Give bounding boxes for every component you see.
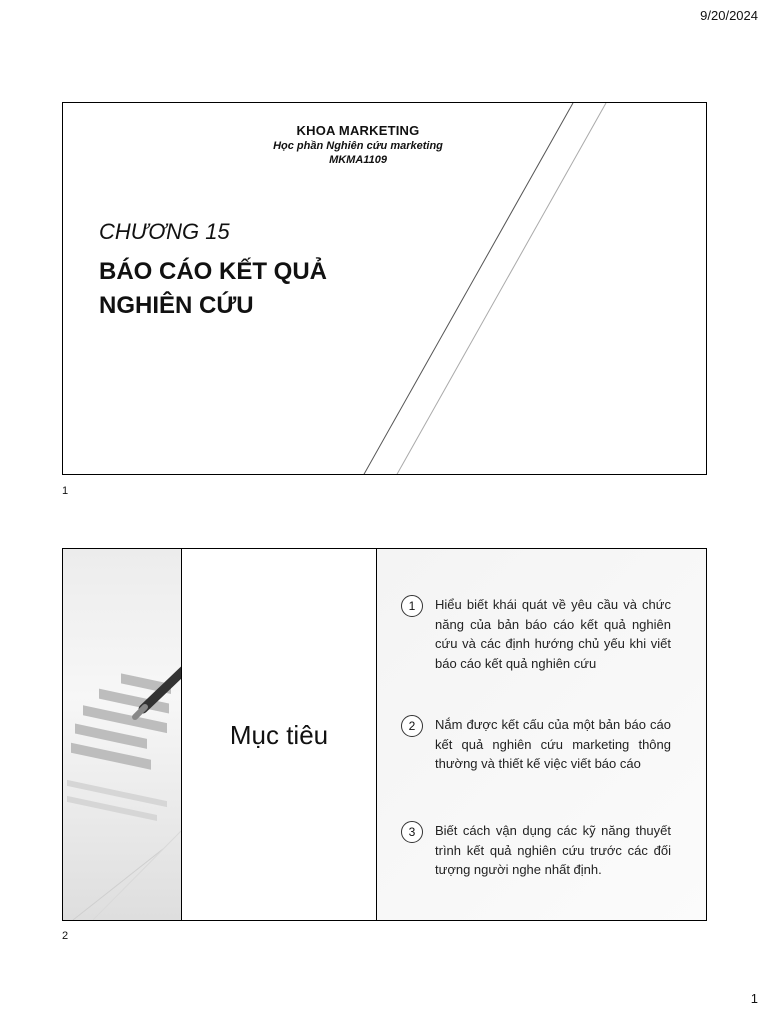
chapter-title-line-1: BÁO CÁO KẾT QUẢ xyxy=(99,258,327,285)
slide-2 xyxy=(62,548,707,921)
objective-number: 3 xyxy=(401,821,423,843)
objective-number: 2 xyxy=(401,715,423,737)
objective-text: Biết cách vận dụng các kỹ năng thuyết trình kết quả nghiên cứu trước các đối tượng người nghe nhất định. xyxy=(435,823,671,877)
chart-pen-image xyxy=(63,549,183,920)
objective-text: Nắm được kết cấu của một bản báo cáo kết quả nghiên cứu marketing thông thường và thiết kế việc viết báo cáo xyxy=(435,717,671,771)
chapter-title xyxy=(99,255,327,323)
page-number: 1 xyxy=(750,991,758,1006)
chapter-label: CHƯƠNG 15 xyxy=(99,219,230,244)
slide-1 xyxy=(62,102,707,475)
objective-number: 1 xyxy=(401,595,423,617)
chapter-title-line-2: NGHIÊN CỨU xyxy=(99,292,254,319)
slide-1-header xyxy=(63,123,653,166)
objective-text: Hiểu biết khái quát về yêu cầu và chức năng của bản báo cáo kết quả nghiên cứu và các định hướng chủ yếu khi viết báo cáo kết quả nghiên cứu xyxy=(435,597,671,671)
slide-2-title: Mục tiêu xyxy=(229,719,329,750)
course-code: MKMA1109 xyxy=(329,154,387,166)
course-name: Học phần Nghiên cứu marketing xyxy=(273,140,443,152)
title-box xyxy=(181,548,377,921)
slide-1-number: 1 xyxy=(62,485,69,497)
slide-2-number: 2 xyxy=(62,930,69,942)
page-date: 9/20/2024 xyxy=(700,8,758,23)
chart-pen-photo xyxy=(63,549,183,920)
department-name: KHOA MARKETING xyxy=(296,123,420,138)
